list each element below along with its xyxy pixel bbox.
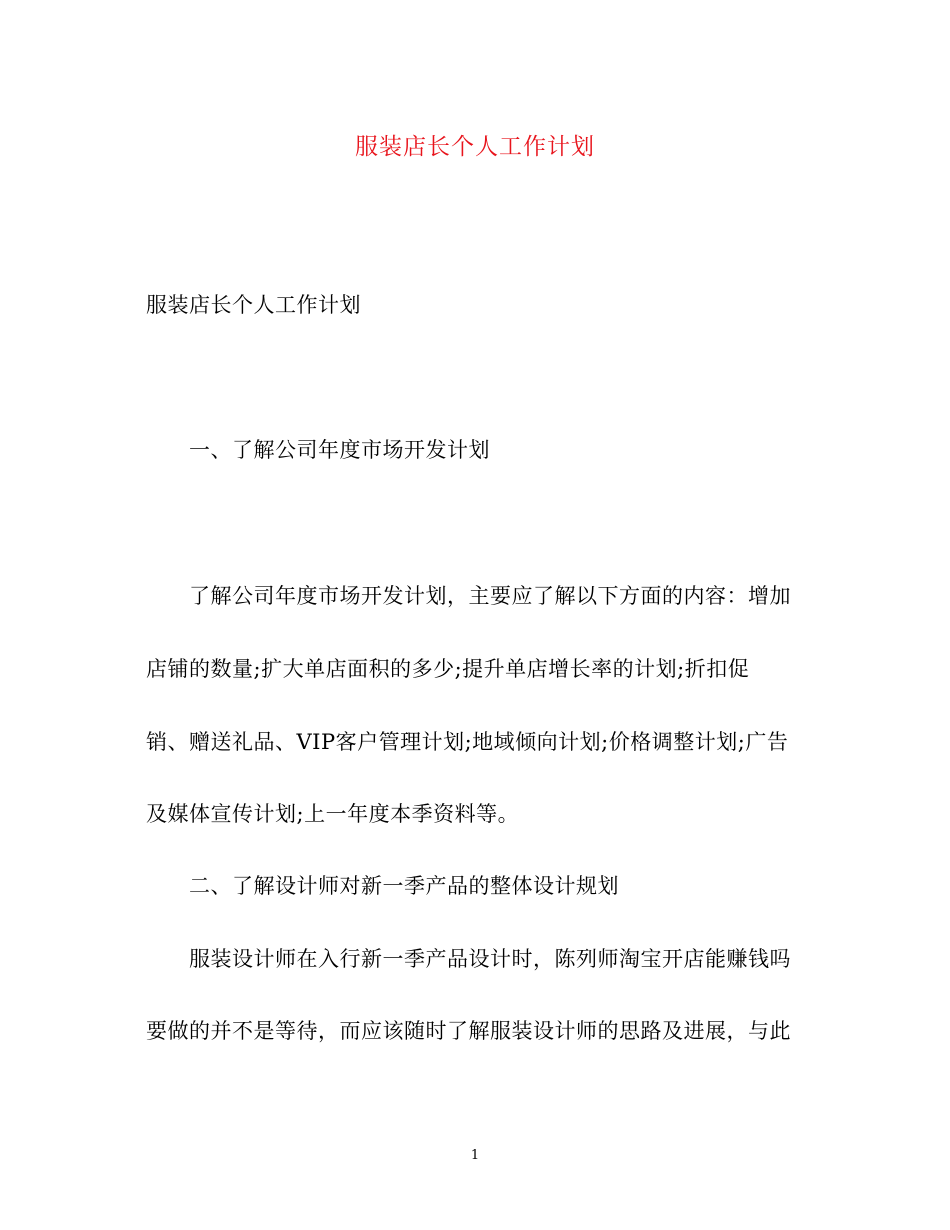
document-subtitle: 服装店长个人工作计划 (146, 293, 361, 317)
paragraph-1-line-3: 销、赠送礼品、VIP客户管理计划;地域倾向计划;价格调整计划;广告 (146, 730, 789, 754)
document-title: 服装店长个人工作计划 (355, 134, 595, 160)
paragraph-1-line-2: 店铺的数量;扩大单店面积的多少;提升单店增长率的计划;折扣促 (146, 657, 750, 681)
paragraph-2-line-2: 要做的并不是等待，而应该随时了解服装设计师的思路及进展，与此 (146, 1019, 791, 1043)
page-number: 1 (470, 1148, 480, 1163)
paragraph-1-line-4: 及媒体宣传计划;上一年度本季资料等。 (146, 802, 520, 826)
section-heading-2: 二、了解设计师对新一季产品的整体设计规划 (189, 874, 619, 898)
paragraph-1-line-1: 了解公司年度市场开发计划，主要应了解以下方面的内容：增加 (189, 584, 791, 608)
section-heading-1: 一、了解公司年度市场开发计划 (189, 438, 490, 462)
paragraph-2-line-1: 服装设计师在入行新一季产品设计时，陈列师淘宝开店能赚钱吗 (189, 947, 791, 971)
